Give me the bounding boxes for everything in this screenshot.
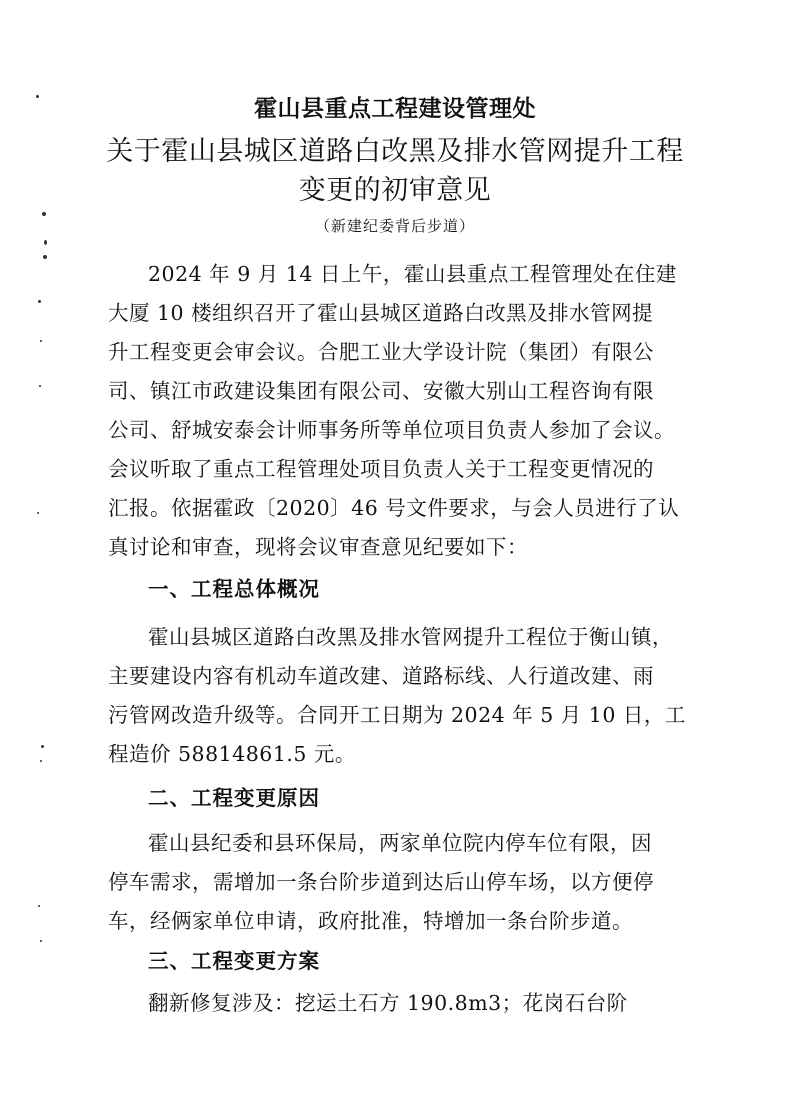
scan-speck xyxy=(41,745,44,748)
section-3-heading: 三、工程变更方案 xyxy=(148,949,320,973)
section-2-line: 霍山县纪委和县环保局，两家单位院内停车位有限，因 xyxy=(148,831,652,855)
intro-paragraph-line: 2024 年 9 月 14 日上午，霍山县重点工程管理处在住建 xyxy=(148,262,677,286)
intro-paragraph-line: 会议听取了重点工程管理处项目负责人关于工程变更情况的 xyxy=(108,457,654,481)
intro-paragraph-line: 大厦 10 楼组织召开了霍山县城区道路白改黑及排水管网提 xyxy=(108,301,654,325)
intro-paragraph-line: 司、镇江市政建设集团有限公司、安徽大别山工程咨询有限 xyxy=(108,379,654,403)
intro-paragraph-line: 汇报。依据霍政〔2020〕46 号文件要求，与会人员进行了认 xyxy=(108,496,680,520)
intro-paragraph-line: 升工程变更会审会议。合肥工业大学设计院（集团）有限公 xyxy=(108,340,654,364)
document-title-org: 霍山县重点工程建设管理处 xyxy=(254,96,536,122)
scan-speck xyxy=(40,940,42,942)
section-3-line: 翻新修复涉及：挖运土石方 190.8m3；花岗石台阶 xyxy=(148,991,628,1015)
intro-paragraph-line: 真讨论和审查，现将会议审查意见纪要如下： xyxy=(108,535,528,559)
section-1-line: 主要建设内容有机动车道改建、道路标线、人行道改建、雨 xyxy=(108,664,654,688)
scan-speck xyxy=(37,512,39,514)
scan-speck xyxy=(38,905,40,907)
intro-paragraph-line: 公司、舒城安泰会计师事务所等单位项目负责人参加了会议。 xyxy=(108,418,675,442)
section-1-heading: 一、工程总体概况 xyxy=(148,577,320,601)
document-subtitle: （新建纪委背后步道） xyxy=(314,217,475,235)
section-1-line: 程造价 58814861.5 元。 xyxy=(108,742,356,766)
section-2-line: 车，经俩家单位申请，政府批准，特增加一条台阶步道。 xyxy=(108,909,633,933)
scan-speck xyxy=(38,300,41,303)
scan-speck xyxy=(40,760,42,762)
scan-speck xyxy=(43,255,47,259)
document-title-line-3: 变更的初审意见 xyxy=(298,175,492,206)
section-2-heading: 二、工程变更原因 xyxy=(148,786,320,810)
section-2-line: 停车需求，需增加一条台阶步道到达后山停车场，以方便停 xyxy=(108,870,654,894)
scan-speck xyxy=(39,385,41,387)
document-title-line-2: 关于霍山县城区道路白改黑及排水管网提升工程 xyxy=(106,136,684,167)
scan-speck xyxy=(44,240,47,245)
section-1-line: 霍山县城区道路白改黑及排水管网提升工程位于衡山镇， xyxy=(148,625,673,649)
scan-speck xyxy=(40,340,42,342)
section-1-line: 污管网改造升级等。合同开工日期为 2024 年 5 月 10 日，工 xyxy=(108,703,686,727)
